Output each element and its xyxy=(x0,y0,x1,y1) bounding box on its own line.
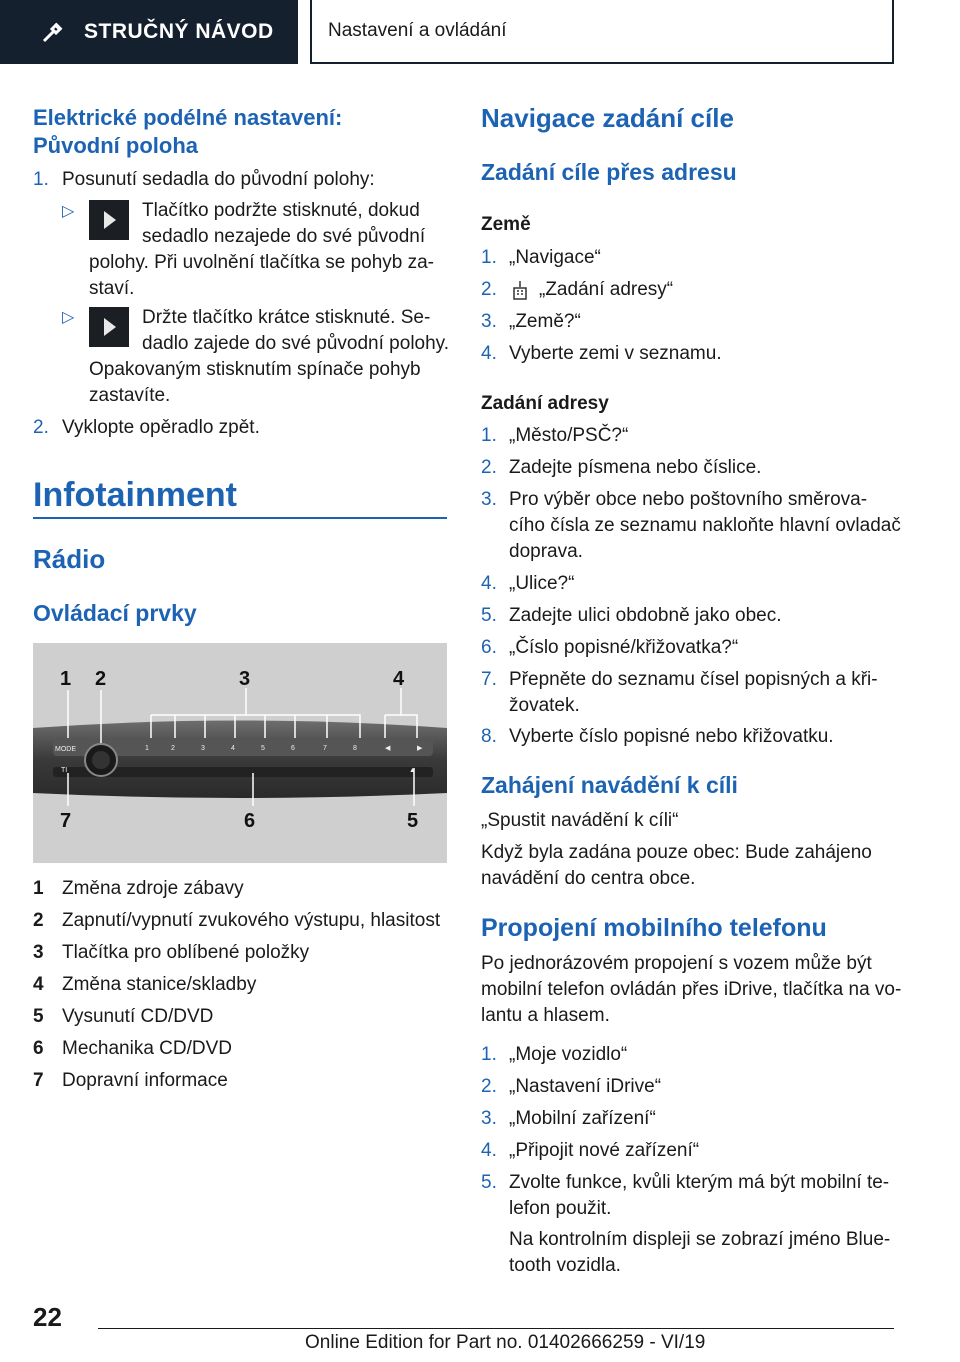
legend-number: 1 xyxy=(33,878,44,899)
page-number: 22 xyxy=(33,1302,62,1332)
step-number: 2. xyxy=(481,279,497,300)
address-label: Zadání adresy xyxy=(481,393,609,414)
figure-callout-2: 2 xyxy=(95,668,107,690)
step-number: 2. xyxy=(481,1076,497,1097)
step-text: „Země?“ xyxy=(509,311,581,332)
paragraph: „Spustit navádění k cíli“ xyxy=(481,810,679,831)
address-input-icon xyxy=(509,279,531,301)
step-text: Vyberte číslo popisné nebo křižovatku. xyxy=(509,726,834,747)
figure-button-label: 4 xyxy=(231,745,235,752)
legend-text: Tlačítka pro oblíbené položky xyxy=(62,942,310,963)
chapter-label: Nastavení a ovládání xyxy=(328,20,507,41)
bullet-text: sedadlo nezajede do své původní xyxy=(142,226,426,247)
radio-controls-figure xyxy=(33,643,447,863)
step-text: „Moje vozidlo“ xyxy=(509,1044,628,1065)
infotainment-heading: Infotainment xyxy=(33,476,237,514)
step-note: Na kontrolním displeji se zobrazí jméno Blue- xyxy=(509,1229,891,1250)
step-number: 3. xyxy=(481,311,497,332)
step-number: 2. xyxy=(33,417,49,438)
step-number: 1. xyxy=(481,247,497,268)
phone-heading: Propojení mobilního telefonu xyxy=(481,914,827,942)
legend-text: Vysunutí CD/DVD xyxy=(62,1006,214,1027)
heading-rule xyxy=(33,517,447,519)
step-number: 1. xyxy=(481,425,497,446)
legend-number: 5 xyxy=(33,1006,44,1027)
step-number: 4. xyxy=(481,1140,497,1161)
legend-text: Dopravní informace xyxy=(62,1070,228,1091)
bullet-text: Držte tlačítko krátce stisknuté. Se- xyxy=(142,307,431,328)
step-text: „Zadání adresy“ xyxy=(539,279,674,300)
bullet-text: polohy. Při uvolnění tlačítka se pohyb za- xyxy=(89,252,435,273)
step-number: 5. xyxy=(481,605,497,626)
step-number: 4. xyxy=(481,343,497,364)
start-guidance-heading: Zahájení navádění k cíli xyxy=(481,772,738,798)
step-note: tooth vozidla. xyxy=(509,1255,621,1276)
step-text: Posunutí sedadla do původní polohy: xyxy=(62,169,375,190)
paragraph: lantu a hlasem. xyxy=(481,1005,610,1026)
legend-number: 4 xyxy=(33,974,44,995)
controls-heading: Ovládací prvky xyxy=(33,600,197,626)
bullet-marker: ▷ xyxy=(62,203,75,220)
figure-button-label: 2 xyxy=(171,745,175,752)
step-text: „Město/PSČ?“ xyxy=(509,425,629,446)
figure-callout-7: 7 xyxy=(60,810,72,832)
legend-text: Mechanika CD/DVD xyxy=(62,1038,232,1059)
step-number: 6. xyxy=(481,637,497,658)
step-number: 2. xyxy=(481,457,497,478)
step-text: lefon použit. xyxy=(509,1198,612,1219)
step-number: 8. xyxy=(481,726,497,747)
step-number: 7. xyxy=(481,669,497,690)
footer-rule xyxy=(98,1328,894,1329)
step-text: Vyklopte opěradlo zpět. xyxy=(62,417,260,438)
figure-button-label: 1 xyxy=(145,745,149,752)
step-number: 1. xyxy=(481,1044,497,1065)
figure-callout-1: 1 xyxy=(60,668,72,690)
figure-callout-5: 5 xyxy=(407,810,419,832)
step-number: 3. xyxy=(481,489,497,510)
step-text: Přepněte do seznamu čísel popisných a kři- xyxy=(509,669,878,690)
figure-callout-6: 6 xyxy=(244,810,256,832)
figure-callout-3: 3 xyxy=(239,668,251,690)
bullet-text: zastavíte. xyxy=(89,385,171,406)
legend-number: 2 xyxy=(33,910,44,931)
figure-traffic-symbol: TI xyxy=(61,767,68,774)
bullet-marker: ▷ xyxy=(62,309,75,326)
step-text: „Připojit nové zařízení“ xyxy=(509,1140,700,1161)
figure-button-label: 7 xyxy=(323,745,327,752)
step-text: „Ulice?“ xyxy=(509,573,575,594)
legend-text: Změna stanice/skladby xyxy=(62,974,257,995)
step-text: Zvolte funkce, kvůli kterým má být mobilní te- xyxy=(509,1172,890,1193)
legend-text: Zapnutí/vypnutí zvukového výstupu, hlasitost xyxy=(62,910,441,931)
seat-heading-line1: Elektrické podélné nastavení: xyxy=(33,105,343,130)
figure-button-label: MODE xyxy=(55,746,76,753)
legend-number: 7 xyxy=(33,1070,44,1091)
nav-heading: Navigace zadání cíle xyxy=(481,103,734,133)
figure-arrow-right: ▶ xyxy=(417,745,423,752)
play-button-icon xyxy=(89,307,129,347)
country-label: Země xyxy=(481,214,531,235)
step-text: Vyberte zemi v seznamu. xyxy=(509,343,722,364)
step-number: 5. xyxy=(481,1172,497,1193)
step-text: doprava. xyxy=(509,541,583,562)
legend-number: 6 xyxy=(33,1038,44,1059)
bullet-text: Tlačítko podržte stisknuté, dokud xyxy=(142,200,420,221)
step-text: „Číslo popisné/křižovatka?“ xyxy=(509,637,739,658)
step-text: Zadejte písmena nebo číslice. xyxy=(509,457,762,478)
figure-button-label: 6 xyxy=(291,745,295,752)
legend-text: Změna zdroje zábavy xyxy=(62,878,244,899)
step-text: „Mobilní zařízení“ xyxy=(509,1108,656,1129)
tool-icon xyxy=(40,19,66,45)
edition-text: Online Edition for Part no. 01402666259 - VI/19 xyxy=(305,1332,706,1353)
figure-button-label: 8 xyxy=(353,745,357,752)
bullet-text: Opakovaným stisknutím spínače pohyb xyxy=(89,359,421,380)
step-number: 1. xyxy=(33,169,49,190)
figure-arrow-left: ◀ xyxy=(385,745,391,752)
paragraph: Když byla zadána pouze obec: Bude zahájeno xyxy=(481,842,872,863)
figure-button-label: 3 xyxy=(201,745,205,752)
paragraph: Po jednorázovém propojení s vozem může být xyxy=(481,953,872,974)
radio-heading: Rádio xyxy=(33,544,106,574)
legend-number: 3 xyxy=(33,942,44,963)
step-number: 3. xyxy=(481,1108,497,1129)
step-number: 4. xyxy=(481,573,497,594)
chapter-tab xyxy=(310,0,894,64)
paragraph: navádění do centra obce. xyxy=(481,868,696,889)
step-text: „Navigace“ xyxy=(509,247,601,268)
seat-heading-line2: Původní poloha xyxy=(33,133,198,158)
step-text: cího čísla ze seznamu nakloňte hlavní ovladač xyxy=(509,515,901,536)
figure-button-label: 5 xyxy=(261,745,265,752)
step-text: Zadejte ulici obdobně jako obec. xyxy=(509,605,782,626)
step-text: Pro výběr obce nebo poštovního směrova- xyxy=(509,489,868,510)
bullet-text: dadlo zajede do své původní polohy. xyxy=(142,333,450,354)
step-text: žovatek. xyxy=(509,695,580,716)
figure-eject-symbol: ▲ xyxy=(409,767,416,774)
radio-panel-illustration xyxy=(33,643,447,863)
address-heading: Zadání cíle přes adresu xyxy=(481,159,737,185)
figure-callout-4: 4 xyxy=(393,668,405,690)
section-label: STRUČNÝ NÁVOD xyxy=(84,20,274,43)
play-button-icon xyxy=(89,200,129,240)
section-tab xyxy=(0,0,298,64)
step-text: „Nastavení iDrive“ xyxy=(509,1076,662,1097)
bullet-text: staví. xyxy=(89,278,135,299)
paragraph: mobilní telefon ovládán přes iDrive, tlačítka na vo- xyxy=(481,979,902,1000)
